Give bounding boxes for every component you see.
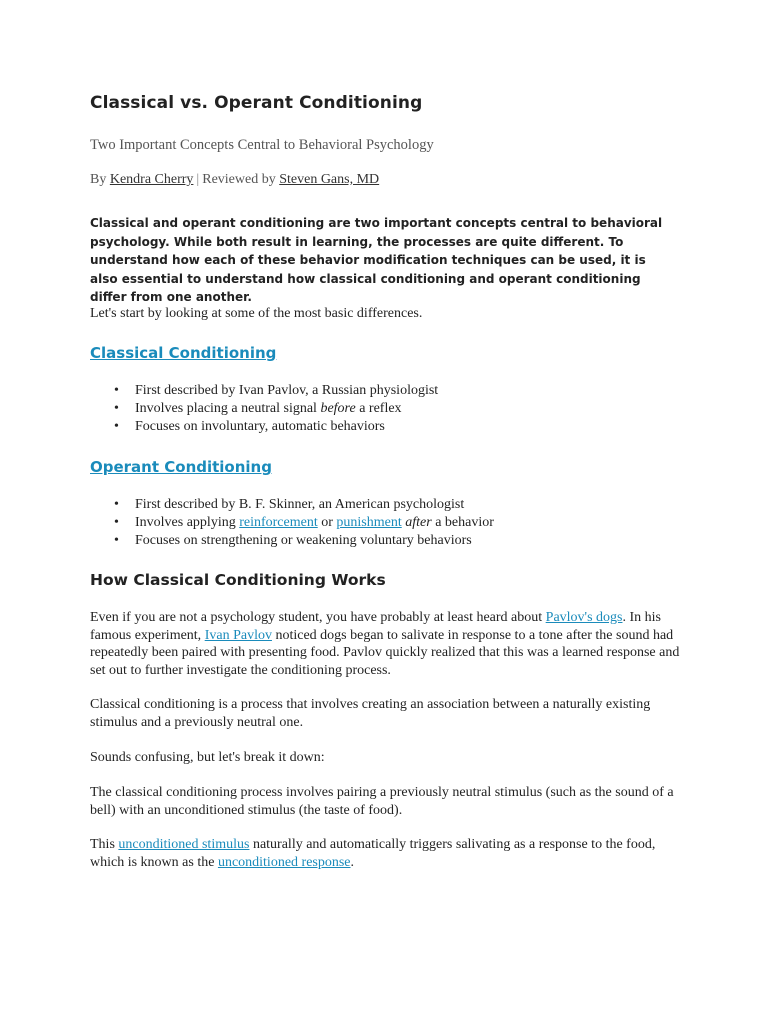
- list-item: [114, 400, 438, 418]
- list-item-text: a behavior: [431, 515, 494, 530]
- paragraph-text: .: [350, 854, 355, 870]
- list-item-text: or: [317, 515, 337, 530]
- list-item-text: a reflex: [355, 401, 402, 416]
- author-link[interactable]: Kendra Cherry: [109, 172, 194, 187]
- how-classical-works-heading: How Classical Conditioning Works: [90, 571, 386, 589]
- article-title: Classical vs. Operant Conditioning: [90, 93, 423, 113]
- reviewer-link[interactable]: Steven Gans, MD: [279, 172, 380, 187]
- unconditioned-response-link[interactable]: unconditioned response: [217, 854, 351, 870]
- unconditioned-paragraph: [90, 836, 680, 871]
- list-item: • First described by B. F. Skinner, an American psychologist: [114, 496, 494, 514]
- list-item-text: Involves placing a neutral signal: [135, 401, 321, 416]
- list-item: [114, 514, 494, 532]
- paragraph-text: naturally and automatically triggers salivating as a response to the food, which is known as the: [90, 837, 656, 870]
- emphasis-before: before: [320, 401, 356, 416]
- paragraph-text: noticed dogs began to salivate in response to a tone after the sound had repeatedly been paired with presenting food. Pavlov quickly realized that this was a learned response and set out to further investigate the conditioning process.: [90, 627, 680, 678]
- classical-bullet-list: [114, 382, 438, 436]
- association-paragraph: Classical conditioning is a process that involves creating an association between a naturally existing stimulus and a previously neutral one.: [90, 697, 651, 730]
- article-subtitle: Two Important Concepts Central to Behavioral Psychology: [90, 137, 434, 153]
- punishment-link[interactable]: punishment: [336, 515, 402, 530]
- operant-bullet-list: [114, 496, 494, 550]
- list-item-text: Involves applying: [135, 515, 240, 530]
- intro-paragraph: Classical and operant conditioning are two important concepts central to behavioral psychology. While both result in learning, the processes are quite different. To understand how each of these behavior modification techniques can be used, it is also essential to understand how classical conditioning and operant conditioning differ from one another.: [90, 216, 663, 304]
- list-item: • First described by Ivan Pavlov, a Russian physiologist: [114, 382, 438, 400]
- byline-by: By: [90, 172, 107, 187]
- list-item: • Focuses on involuntary, automatic behaviors: [114, 418, 438, 436]
- classical-conditioning-heading-link[interactable]: Classical Conditioning: [90, 344, 277, 362]
- operant-conditioning-heading-link[interactable]: Operant Conditioning: [90, 458, 272, 476]
- byline: [90, 172, 379, 188]
- list-item: • Focuses on strengthening or weakening voluntary behaviors: [114, 532, 494, 550]
- pavlov-paragraph: [90, 609, 680, 679]
- emphasis-after: after: [405, 515, 432, 530]
- byline-reviewed-by: Reviewed by: [202, 172, 276, 187]
- unconditioned-stimulus-link[interactable]: unconditioned stimulus: [118, 837, 250, 852]
- lead-paragraph: Let's start by looking at some of the most basic differences.: [90, 306, 423, 321]
- reinforcement-link[interactable]: reinforcement: [239, 515, 318, 530]
- pairing-paragraph: The classical conditioning process involves pairing a previously neutral stimulus (such as the sound of a bell) with an unconditioned stimulus (the taste of food).: [90, 785, 674, 818]
- ivan-pavlov-link[interactable]: Ivan Pavlov: [204, 627, 272, 643]
- break-it-down-paragraph: Sounds confusing, but let's break it down:: [90, 750, 325, 765]
- paragraph-text: This: [90, 837, 119, 852]
- paragraph-text: . In his famous experiment,: [90, 610, 661, 643]
- paragraph-text: Even if you are not a psychology student, you have probably at least heard about: [90, 610, 546, 625]
- byline-separator: |: [196, 172, 200, 187]
- pavlovs-dogs-link[interactable]: Pavlov's dogs: [545, 610, 623, 625]
